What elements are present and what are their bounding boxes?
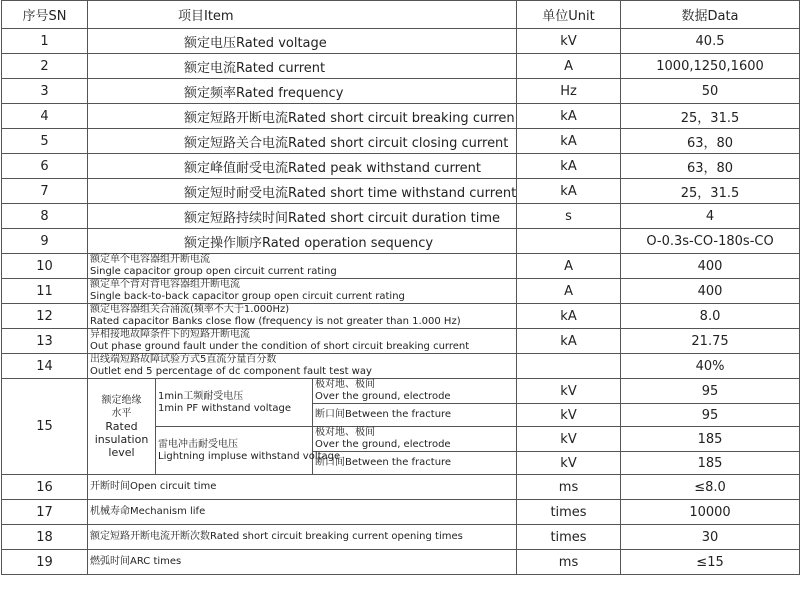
table-row: 11 额定单个背对背电容器组开断电流 Single back-to-back capacitor group open circuit current rating A 400 — [2, 279, 800, 304]
li-withstand: 雷电冲击耐受电压 Lightning impluse withstand voltage — [156, 427, 313, 475]
table-row: 8 额定短路持续时间Rated short circuit duration time s 4 — [2, 204, 800, 229]
insulation-row: 雷电冲击耐受电压 Lightning impluse withstand voltage 极对地、极间 Over the ground, electrode kV 185 — [2, 427, 800, 452]
item-cn: 异相接地故障条件下的短路开断电流 — [90, 329, 250, 340]
table-row: 19 燃弧时间ARC times ms ≤15 — [2, 550, 800, 575]
item-en: Out phase ground fault under the condition of short circuit breaking current — [90, 341, 470, 352]
item-en: Rated capacitor Banks close flow (frequency is not greater than 1.000 Hz) — [90, 316, 461, 327]
table-row: 7 额定短时耐受电流Rated short time withstand current kA 25，31.5 — [2, 179, 800, 204]
table-row: 1 额定电压Rated voltage kV 40.5 — [2, 29, 800, 54]
pf-ground: 极对地、极间 Over the ground, electrode — [313, 379, 517, 404]
item-en: Single back-to-back capacitor group open circuit current rating — [90, 291, 405, 302]
header-unit: 单位Unit — [517, 1, 621, 29]
spec-table — [1, 0, 800, 575]
table-row: 3 额定频率Rated frequency Hz 50 — [2, 79, 800, 104]
insulation-row: 断口间Between the fracture kV 185 — [2, 452, 800, 475]
table-row: 6 额定峰值耐受电流Rated peak withstand current kA 63，80 — [2, 154, 800, 179]
pf-withstand: 1min工频耐受电压 1min PF withstand voltage — [156, 379, 313, 427]
table-row: 5 额定短路关合电流Rated short circuit closing current kA 63，80 — [2, 129, 800, 154]
header-sn: 序号SN — [2, 1, 88, 29]
insulation-row: 断口间Between the fracture kV 95 — [2, 404, 800, 427]
header-data: 数据Data — [621, 1, 800, 29]
table-row: 2 额定电流Rated current A 1000,1250,1600 — [2, 54, 800, 79]
li-ground: 极对地、极间 Over the ground, electrode — [313, 427, 517, 452]
table-row: 13 异相接地故障条件下的短路开断电流 Out phase ground fault under the condition of short circuit breaking current kA 21.75 — [2, 329, 800, 354]
table-row: 14 出线端短路故障试验方式5直流分量百分数 Outlet end 5 percentage of dc component fault test way 40% — [2, 354, 800, 379]
table-row: 16 开断时间Open circuit time ms ≤8.0 — [2, 475, 800, 500]
item-cn: 额定单个背对背电容器组开断电流 — [90, 279, 240, 290]
table-row: 12 额定电容器组关合涌流(频率不大于1.000Hz) Rated capacitor Banks close flow (frequency is not greater than 1.000 Hz) kA 8.0 — [2, 304, 800, 329]
li-fracture: 断口间Between the fracture — [313, 452, 517, 475]
item-en: Outlet end 5 percentage of dc component fault test way — [90, 366, 372, 377]
table-row: 4 额定短路开断电流Rated short circuit breaking curren kA 25，31.5 — [2, 104, 800, 129]
item-en: Single capacitor group open circuit current rating — [90, 266, 337, 277]
table-row: 18 额定短路开断电流开断次数Rated short circuit breaking current opening times times 30 — [2, 525, 800, 550]
item-cn: 额定电容器组关合涌流(频率不大于1.000Hz) — [90, 304, 290, 315]
pf-fracture: 断口间Between the fracture — [313, 404, 517, 427]
table-row: 17 机械寿命Mechanism life times 10000 — [2, 500, 800, 525]
table-row: 9 额定操作顺序Rated operation sequency O-0.3s-CO-180s-CO — [2, 229, 800, 254]
insulation-label: 额定绝缘水平 Rated insulation level — [88, 379, 156, 475]
table-row: 10 额定单个电容器组开断电流 Single capacitor group open circuit current rating A 400 — [2, 254, 800, 279]
header-row — [2, 1, 800, 29]
insulation-row: 15 额定绝缘水平 Rated insulation level 1min工频耐受电压 1min PF withstand voltage 极对地、极间 Over the ground, electrode kV 95 — [2, 379, 800, 404]
item-cn: 出线端短路故障试验方式5直流分量百分数 — [90, 354, 277, 365]
item-cn: 额定单个电容器组开断电流 — [90, 254, 210, 265]
header-item: 项目Item — [88, 1, 517, 29]
